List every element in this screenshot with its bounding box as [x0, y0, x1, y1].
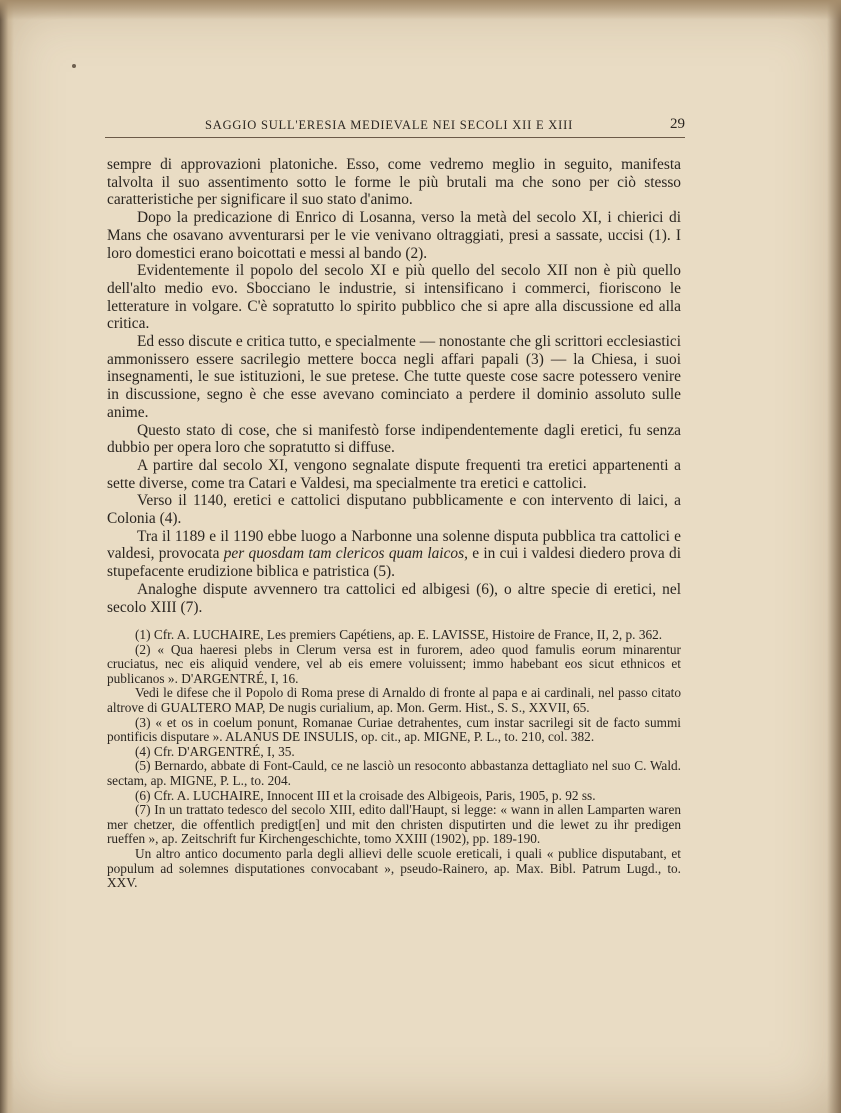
paragraph [107, 528, 681, 581]
paragraph-text: Tra il 1189 e il 1190 ebbe luogo a Narbonne una solenne disputa pubblica tra cattolici e valdesi, provocata [107, 527, 681, 563]
paragraph: Dopo la predicazione di Enrico di Losanna, verso la metà del secolo XI, i chierici di Mans che osavano avventurarsi per le vie venivano oltraggiati, presi a sassate, uccisi (1). I loro domestici erano boicottati e messi al bando (2). [107, 209, 681, 262]
paragraph: Verso il 1140, eretici e cattolici disputano pubblicamente e con intervento di laici, a Colonia (4). [107, 492, 681, 528]
paragraph: Evidentemente il popolo del secolo XI e più quello del secolo XII non è più quello dell'alto medio evo. Sbocciano le industrie, si intensificano i commerci, fioriscono le letterature in volgare. C'è sopratutto lo spirito pubblico che si apre alla discussione ed alla critica. [107, 262, 681, 333]
footnote: (4) Cfr. D'ARGENTRÉ, I, 35. [135, 743, 295, 759]
page-right-edge [827, 0, 841, 1113]
running-title: SAGGIO SULL'ERESIA MEDIEVALE NEI SECOLI XII E XIII [205, 118, 574, 132]
footnote: (2) « Qua haeresi plebs in Clerum versa est in furorem, adeo quod famulis eorum minarentur cruciatus, nec eis aliquid vendere, vel ab eis emere voluissent; immo habebant eos sicut ethnicos et publicanos ». D'ARGENTRÉ, I, 16. [107, 641, 681, 686]
page-left-edge [0, 0, 14, 1113]
latin-quote: per quosdam tam clericos quam laicos [223, 545, 465, 563]
page-top-edge [0, 0, 841, 20]
paragraph: Questo stato di cose, che si manifestò forse indipendentemente dagli eretici, fu senza dubbio per opera loro che sopratutto si diffuse. [107, 421, 681, 457]
footnotes [107, 628, 681, 891]
footnote: (5) Bernardo, abbate di Font-Cauld, ce ne lasciò un resoconto abbastanza dettagliato nel suo C. Wald. sectam, ap. MIGNE, P. L., to. 204. [107, 758, 681, 788]
footnote: Un altro antico documento parla degli allievi delle scuole ereticali, i quali « publice disputabant, et populum ad solemnes disputationes convocabant », pseudo-Rainero, ap. Max. Bibl. Patrum Lugd., to. XXV. [107, 845, 681, 891]
paragraph-text: , e in cui i valdesi diedero prova di stupefacente erudizione biblica e patristica (5). [107, 545, 681, 581]
footnote: (3) « et os in coelum ponunt, Romanae Curiae detrahentes, cum instar sacrilegi sit de facto summi pontificis disputare ». ALANUS DE INSULIS, op. cit., ap. MIGNE, P. L., to. 210, col. 382. [107, 714, 681, 745]
paragraph: A partire dal secolo XI, vengono segnalate dispute frequenti tra eretici appartenenti a sette diverse, come tra Catari e Valdesi, ma specialmente tra eretici e cattolici. [107, 456, 681, 492]
paragraph: Ed esso discute e critica tutto, e specialmente — nonostante che gli scrittori ecclesiastici ammonissero essere sacrilegio mettere bocca negli affari papali (3) — la Chiesa, i suoi insegnamenti, le sue istituzioni, le sue pretese. Che tutte queste cose sacre potessero venire in discussione, segno è che esse avevano cominciato a perdere il dominio assoluto sulle anime. [107, 333, 681, 421]
page-number: 29 [670, 116, 685, 132]
page-header [205, 116, 685, 138]
footnote: (7) In un trattato tedesco del secolo XIII, edito dall'Haupt, si legge: « wann in allen Lamparten waren mer chetzer, die offentlich predigt[en] und mit den christen disputirten und die lewet zu ihr predigen rueffen », ap. Zeitschrift fur Kirchengeschichte, tomo XXIII (1902), pp. 189-190. [107, 802, 681, 847]
footnote: (1) Cfr. A. LUCHAIRE, Les premiers Capétiens, ap. E. LAVISSE, Histoire de France, II, 2, p. 362. [135, 627, 663, 642]
ink-spot [72, 64, 76, 68]
main-text [107, 156, 681, 616]
footnote: (6) Cfr. A. LUCHAIRE, Innocent III et la croisade des Albigeois, Paris, 1905, p. 92 ss. [135, 787, 596, 803]
footnote: Vedi le difese che il Popolo di Roma prese di Arnaldo di fronte al papa e ai cardinali, nel passo citato altrove di GUALTERO MAP, De nugis curialium, ap. Mon. Germ. Hist., S. S., XXVII, 65. [107, 685, 681, 715]
header-rule [105, 137, 685, 138]
paragraph: Analoghe dispute avvennero tra cattolici ed albigesi (6), o altre specie di eretici, nel secolo XIII (7). [107, 580, 681, 616]
paragraph: sempre di approvazioni platoniche. Esso, come vedremo meglio in seguito, manifesta talvolta il suo assentimento sotto le forme le più brutali ma che sono per ciò stesso caratteristiche per significare il suo stato d'animo. [107, 156, 681, 209]
